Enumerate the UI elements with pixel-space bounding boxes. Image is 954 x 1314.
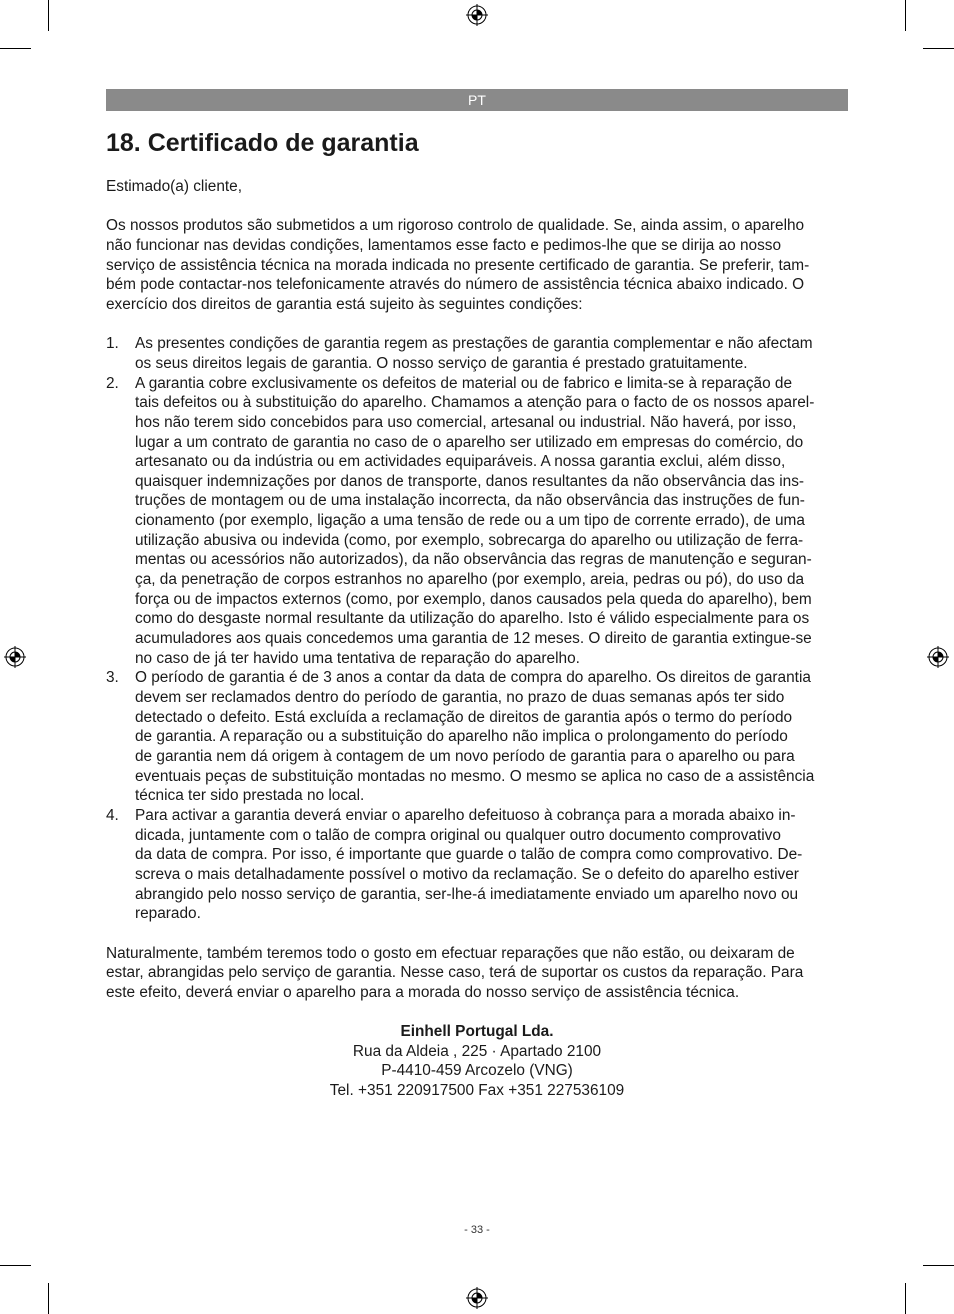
crop-mark <box>923 48 954 49</box>
text-line: O período de garantia é de 3 anos a contar da data de compra do aparelho. Os direitos de garantia <box>135 669 811 687</box>
text-line: de garantia nem dá origem à contagem de um novo período de garantia para o aparelho ou para <box>135 748 795 765</box>
condition-item <box>106 668 848 806</box>
page-title: 18. Certificado de garantia <box>106 129 419 157</box>
text-line: mentas ou acessórios não autorizados), da não observância das regras de manutenção e seguran- <box>135 551 812 569</box>
registration-mark-icon <box>4 646 26 668</box>
street-address: Rua da Aldeia , 225 · Apartado 2100 <box>352 1042 602 1060</box>
postal-address: P-4410-459 Arcozelo (VNG) <box>381 1062 573 1080</box>
text-line: serviço de assistência técnica na morada indicada no presente certificado de garantia. Se preferir, tam- <box>106 256 810 274</box>
text-line: lugar a um contrato de garantia no caso de o aparelho ser utilizado em empresas do comércio, do <box>135 433 804 451</box>
registration-mark-icon <box>466 4 488 26</box>
language-header-bar <box>106 89 848 111</box>
text-line: As presentes condições de garantia regem as prestações de garantia complementar e não afectam <box>135 335 813 353</box>
company-name: Einhell Portugal Lda. <box>400 1023 554 1041</box>
condition-number: 4. <box>106 806 119 824</box>
text-line: da data de compra. Por isso, é importante que guarde o talão de compra como comprovativo. De- <box>135 846 803 864</box>
text-line: detectado o defeito. Está excluída a reclamação de direitos de garantia após o termo do período <box>135 708 793 726</box>
text-line: screva o mais detalhadamente possível o motivo da reclamação. Se o defeito do aparelho estiver <box>135 865 799 883</box>
text-line: no caso de já ter havido uma tentativa de reparação do aparelho. <box>135 649 580 667</box>
text-line: este efeito, deverá enviar o aparelho para a morada do nosso serviço de assistência técnica. <box>106 983 740 1001</box>
text-line: A garantia cobre exclusivamente os defeitos de material ou de fabrico e limita-se à reparação de <box>135 374 793 392</box>
text-line: eventuais peças de substituição montadas no mesmo. O mesmo se aplica no caso de a assistência <box>135 767 815 785</box>
condition-item <box>106 806 848 924</box>
text-line: bém pode contactar-nos telefonicamente através do número de assistência técnica abaixo indicado. O <box>106 276 805 294</box>
text-line: artesanato ou da indústria ou em actividades equiparáveis. A nossa garantia exclui, além disso, <box>135 453 786 471</box>
text-line: Os nossos produtos são submetidos a um rigoroso controlo de qualidade. Se, ainda assim, o aparelho <box>106 217 805 235</box>
text-line: hos não terem sido concebidos para uso comercial, artesanal ou industrial. Não haverá, por isso, <box>135 413 797 431</box>
document-body <box>106 177 848 1101</box>
text-line: exercício dos direitos de garantia está sujeito às seguintes condições: <box>106 295 583 313</box>
text-line: Para activar a garantia deverá enviar o aparelho defeituoso à cobrança para a morada abaixo in- <box>135 806 796 824</box>
text-line: utilização abusiva ou indevida (como, por exemplo, sobrecarga do aparelho ou utilização de ferra- <box>135 531 804 549</box>
conditions-list <box>106 334 848 924</box>
intro-paragraph <box>106 216 848 314</box>
crop-mark <box>923 1265 954 1266</box>
text-line: tais defeitos ou à substituição do aparelho. Chamamos a atenção para o facto de os nossos aparel- <box>135 394 815 412</box>
text-line: dicada, juntamente com o talão de compra original ou qualquer outro documento comprovativo <box>135 826 781 844</box>
crop-mark <box>0 48 31 49</box>
text-line: acumuladores aos quais concedemos uma garantia de 12 meses. O direito de garantia extingue-se <box>135 630 812 648</box>
condition-number: 3. <box>106 669 119 687</box>
language-code: PT <box>468 92 486 108</box>
text-line: ça, da penetração de corpos estranhos no aparelho (por exemplo, areia, pedras ou pó), do uso da <box>135 571 805 589</box>
text-line: cionamento (por exemplo, ligação a uma tensão de rede ou a um tipo de corrente errado), de uma <box>135 512 805 530</box>
text-line: técnica ter sido prestada no local. <box>135 787 365 805</box>
condition-item <box>106 334 848 373</box>
condition-number: 1. <box>106 335 119 353</box>
text-line: abrangido pelo nosso serviço de garantia, ser-lhe-á imediatamente enviado um aparelho novo ou <box>135 885 799 903</box>
text-line: Naturalmente, também teremos todo o gosto em efectuar reparações que não estão, ou deixaram de <box>106 944 795 962</box>
crop-mark <box>905 1283 906 1314</box>
condition-number: 2. <box>106 374 119 392</box>
text-line: não funcionar nas devidas condições, lamentamos esse facto e pedimos-lhe que se dirija ao nosso <box>106 236 782 254</box>
crop-mark <box>48 0 49 31</box>
condition-item <box>106 374 848 669</box>
text-line: quaisquer indemnizações por danos de transporte, danos resultantes da não observância das ins- <box>135 472 805 490</box>
service-address <box>106 1022 848 1101</box>
text-line: de garantia. A reparação ou a substituição do aparelho não implica o prolongamento do período <box>135 728 788 746</box>
text-line: devem ser reclamados dentro do período de garantia, no prazo de duas semanas após ter sido <box>135 689 785 707</box>
text-line: estar, abrangidas pelo serviço de garantia. Nesse caso, terá de suportar os custos da reparação. Para <box>106 964 804 982</box>
text-line: os seus direitos legais de garantia. O nosso serviço de garantia é prestado gratuitamente. <box>135 354 748 372</box>
page-number: - 33 - <box>464 1224 490 1236</box>
closing-paragraph <box>106 944 848 1003</box>
text-line: reparado. <box>135 905 201 923</box>
crop-mark <box>0 1265 31 1266</box>
text-line: como do desgaste normal resultante da utilização do aparelho. Isto é válido especialmente para os <box>135 610 810 628</box>
crop-mark <box>48 1283 49 1314</box>
text-line: força ou de impactos externos (como, por exemplo, danos causados pela queda do aparelho), bem <box>135 590 812 608</box>
registration-mark-icon <box>927 646 949 668</box>
greeting: Estimado(a) cliente, <box>106 178 243 195</box>
text-line: truções de montagem ou de uma instalação incorrecta, da não observância das instruções de fun- <box>135 492 805 510</box>
crop-mark <box>905 0 906 31</box>
contact-phone: Tel. +351 220917500 Fax +351 227536109 <box>329 1082 625 1100</box>
registration-mark-icon <box>466 1287 488 1309</box>
